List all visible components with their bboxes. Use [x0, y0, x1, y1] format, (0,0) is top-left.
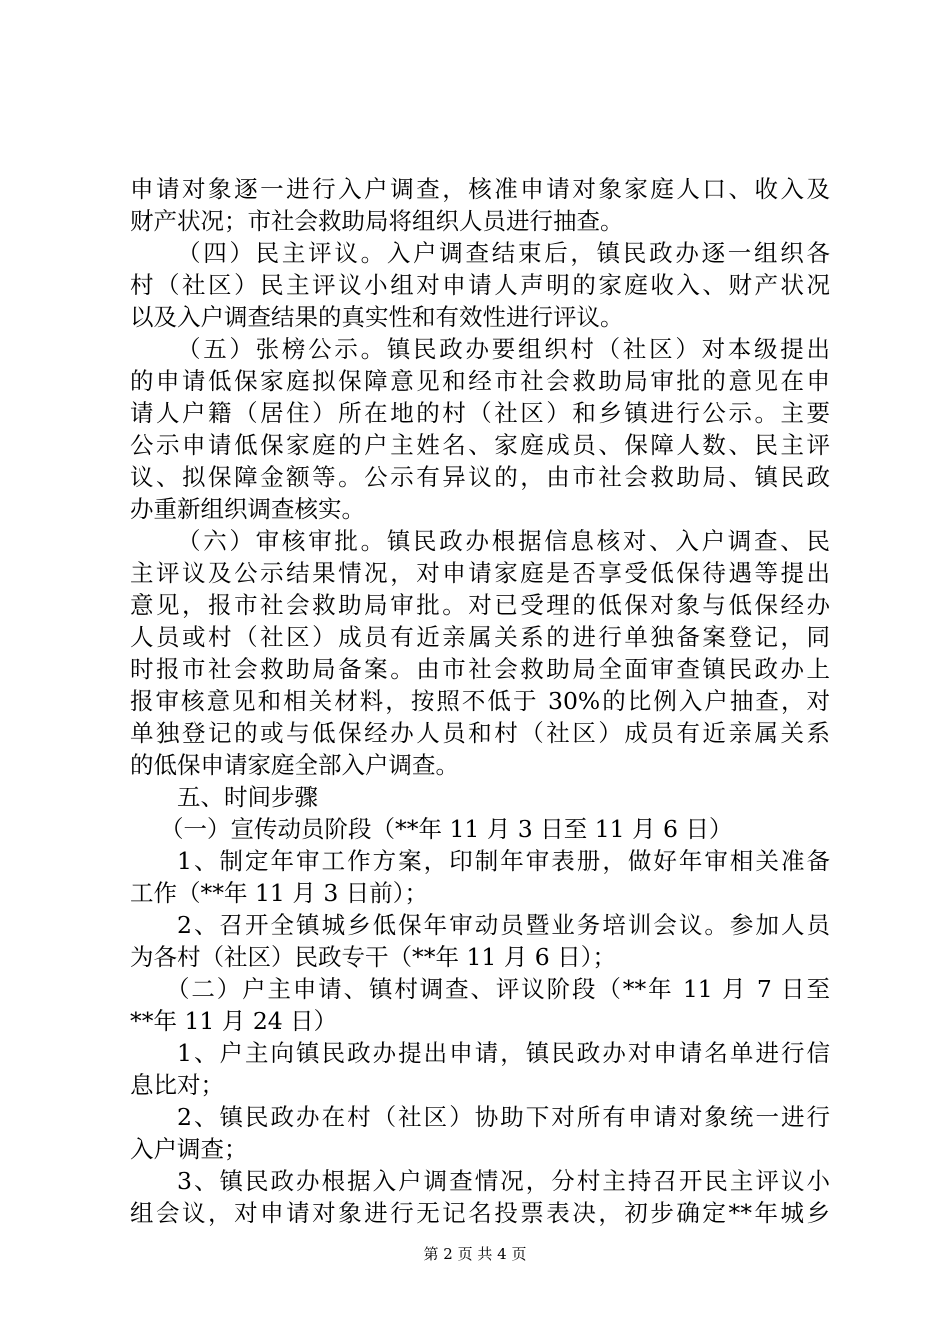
page-footer: 第 2 页 共 4 页	[423, 1245, 527, 1263]
text-line: 2、镇民政办在村（社区）协助下对所有申请对象统一进行	[177, 1103, 830, 1131]
text-line: （四）民主评议。入户调查结束后，镇民政办逐一组织各	[177, 239, 830, 267]
text-line: 公示申请低保家庭的户主姓名、家庭成员、保障人数、民主评	[130, 431, 830, 459]
text-line: 1、户主向镇民政办提出申请，镇民政办对申请名单进行信	[177, 1039, 830, 1067]
text-line: 请人户籍（居住）所在地的村（社区）和乡镇进行公示。主要	[130, 399, 830, 427]
text-line: （五）张榜公示。镇民政办要组织村（社区）对本级提出	[177, 335, 830, 363]
text-line: 办重新组织调查核实。	[130, 495, 365, 523]
text-line: 财产状况；市社会救助局将组织人员进行抽查。	[130, 207, 624, 235]
text-line: 主评议及公示结果情况，对申请家庭是否享受低保待遇等提出	[130, 559, 830, 587]
text-line: 为各村（社区）民政专干（**年 11 月 6 日）；	[130, 943, 616, 971]
text-line: **年 11 月 24 日）	[130, 1007, 338, 1035]
text-line: 的申请低保家庭拟保障意见和经市社会救助局审批的意见在申	[130, 367, 830, 395]
text-line: （一）宣传动员阶段（**年 11 月 3 日至 11 月 6 日）	[160, 815, 733, 843]
text-line: 的低保申请家庭全部入户调查。	[130, 751, 459, 779]
text-line: 组会议，对申请对象进行无记名投票表决，初步确定**年城乡	[130, 1199, 830, 1227]
document-body	[130, 173, 830, 1229]
text-line: 单独登记的或与低保经办人员和村（社区）成员有近亲属关系	[130, 719, 830, 747]
text-line: 1、制定年审工作方案，印制年审表册，做好年审相关准备	[177, 847, 830, 875]
text-line: 报审核意见和相关材料，按照不低于 30%的比例入户抽查，对	[130, 687, 830, 715]
text-line: 以及入户调查结果的真实性和有效性进行评议。	[130, 303, 624, 331]
text-line: 3、镇民政办根据入户调查情况，分村主持召开民主评议小	[177, 1167, 830, 1195]
text-line: （二）户主申请、镇村调查、评议阶段（**年 11 月 7 日至	[166, 975, 830, 1003]
text-line: 议、拟保障金额等。公示有异议的，由市社会救助局、镇民政	[130, 463, 830, 491]
text-line: 2、召开全镇城乡低保年审动员暨业务培训会议。参加人员	[177, 911, 830, 939]
text-line: 时报市社会救助局备案。由市社会救助局全面审查镇民政办上	[130, 655, 830, 683]
text-line: 申请对象逐一进行入户调查，核准申请对象家庭人口、收入及	[130, 175, 830, 203]
text-line: （六）审核审批。镇民政办根据信息核对、入户调查、民	[177, 527, 830, 555]
text-line: 五、时间步骤	[177, 783, 318, 811]
text-line: 意见，报市社会救助局审批。对已受理的低保对象与低保经办	[130, 591, 830, 619]
text-line: 息比对；	[130, 1071, 224, 1099]
text-line: 工作（**年 11 月 3 日前）；	[130, 879, 428, 907]
text-line: 人员或村（社区）成员有近亲属关系的进行单独备案登记，同	[130, 623, 830, 651]
text-line: 村（社区）民主评议小组对申请人声明的家庭收入、财产状况	[130, 271, 830, 299]
text-line: 入户调查；	[130, 1135, 248, 1163]
